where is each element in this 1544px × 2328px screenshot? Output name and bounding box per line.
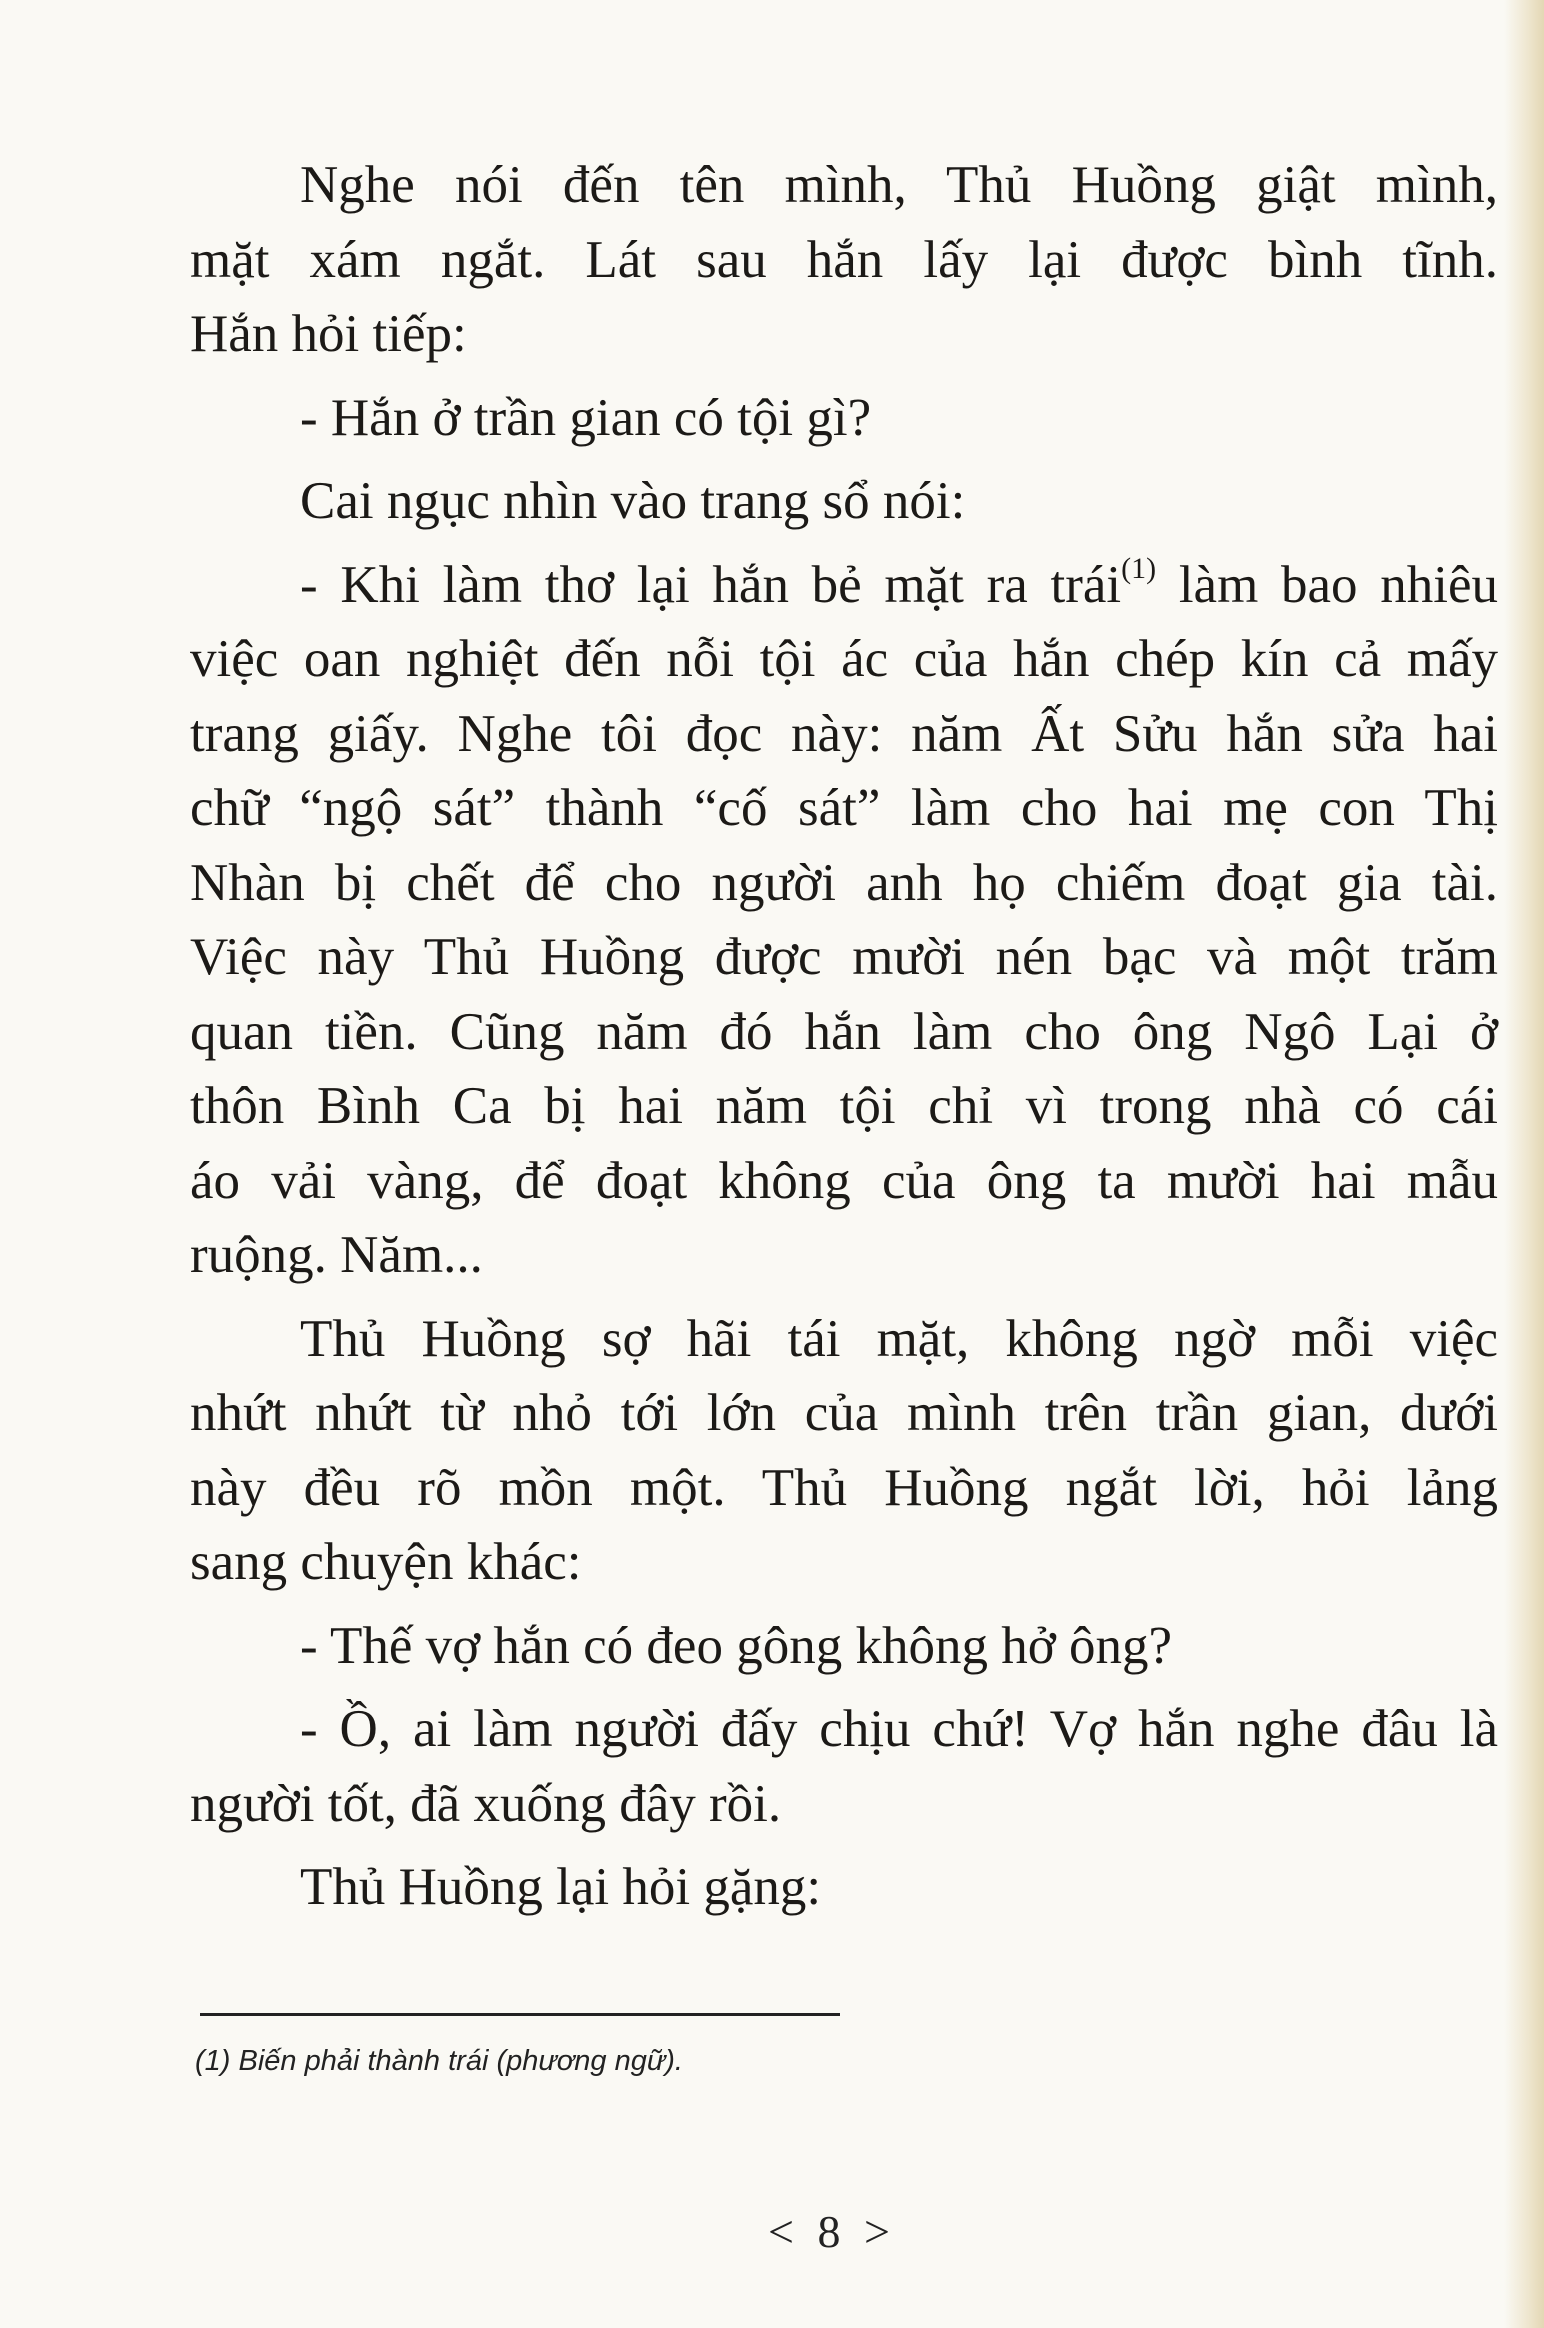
paragraph-1 (190, 148, 1498, 372)
paragraph-7 (190, 1692, 1498, 1841)
text-line: này đều rõ mồn một. Thủ Huồng ngắt lời, hỏi lảng (190, 1458, 1498, 1517)
text-line: - Ồ, ai làm người đấy chịu chứ! Vợ hắn nghe đâu là (300, 1700, 1498, 1758)
text-line: người tốt, đã xuống đây rồi. (190, 1774, 782, 1833)
text-line: thôn Bình Ca bị hai năm tội chỉ vì trong nhà có cái (190, 1077, 1498, 1135)
paragraph-2 (190, 381, 1498, 456)
footnote-divider (200, 2013, 840, 2016)
text-segment: làm bao nhiêu (1156, 555, 1499, 614)
text-line: quan tiền. Cũng năm đó hắn làm cho ông Ngô Lại ở (190, 1002, 1498, 1061)
text-line: Việc này Thủ Huồng được mười nén bạc và một trăm (190, 928, 1498, 986)
text-line: Nghe nói đến tên mình, Thủ Huồng giật mình, (300, 156, 1498, 214)
text-line: Thủ Huồng lại hỏi gặng: (300, 1858, 822, 1916)
page-number: < 8 > (768, 2206, 896, 2257)
paragraph-3 (190, 464, 1498, 539)
text-line: sang chuyện khác: (190, 1533, 582, 1591)
paragraph-8 (190, 1850, 1498, 1925)
text-line: - Thế vợ hắn có đeo gông không hở ông? (300, 1616, 1172, 1675)
paragraph-6 (190, 1609, 1498, 1684)
text-line: chữ “ngộ sát” thành “cố sát” làm cho hai mẹ con Thị (190, 779, 1498, 837)
text-line: trang giấy. Nghe tôi đọc này: năm Ất Sửu hắn sửa hai (190, 704, 1498, 763)
paragraph-5 (190, 1302, 1498, 1600)
text-line: mặt xám ngắt. Lát sau hắn lấy lại được bình tĩnh. (190, 230, 1498, 289)
text-line: Thủ Huồng sợ hãi tái mặt, không ngờ mỗi việc (300, 1309, 1498, 1368)
text-line: Cai ngục nhìn vào trang sổ nói: (300, 472, 966, 530)
text-line: việc oan nghiệt đến nỗi tội ác của hắn chép kín cả mấy (190, 630, 1498, 688)
footnote-reference: (1) (1121, 551, 1157, 585)
text-line (190, 548, 1498, 623)
footnote: (1) Biến phải thành trái (phương ngữ). (195, 2045, 683, 2077)
text-line: ruộng. Năm... (190, 1226, 483, 1284)
text-line: Hắn hỏi tiếp: (190, 305, 467, 363)
text-line: áo vải vàng, để đoạt không của ông ta mười hai mẫu (190, 1151, 1498, 1210)
body-text (190, 148, 1498, 1925)
text-line: nhứt nhứt từ nhỏ tới lớn của mình trên trần gian, dưới (190, 1384, 1498, 1442)
text-line: - Hắn ở trần gian có tội gì? (300, 388, 872, 447)
text-segment: - Khi làm thơ lại hắn bẻ mặt ra trái (300, 555, 1122, 614)
text-line: Nhàn bị chết để cho người anh họ chiếm đoạt gia tài. (190, 853, 1498, 912)
paragraph-4 (190, 548, 1498, 1293)
page-edge (1504, 0, 1544, 2328)
